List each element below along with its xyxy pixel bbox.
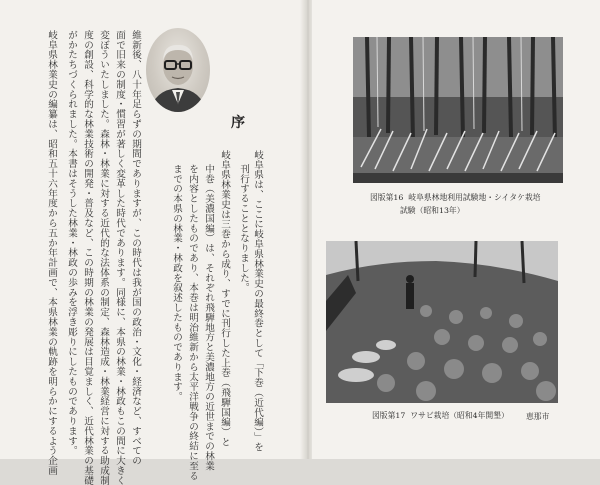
preface-column-1: 岐阜県は、ここに岐阜県林業史の最終巻として「下巻（近代編）」を [252, 150, 263, 453]
figure-16-label: 図版第16 [370, 193, 404, 202]
figure-16-photo [353, 37, 563, 183]
preface-column-8: 面で旧来の制度・慣習が著しく変革した時代であります。同様に、本県の林業・林政もこの間に大きく [114, 30, 125, 485]
preface-column-7: 維新後、八十年足らずの期間でありますが、この時代は我が国の政治・文化・経済など、すべての [130, 30, 141, 466]
preface-column-11: がかたちづくられました。本書はそうした林業・林政の歩みを浮き彫りにしたものであります。 [66, 30, 77, 456]
figure-17-credit: 恵那市 [526, 412, 550, 421]
preface-column-4: 中巻（美濃国編）は、それぞれ飛騨地方と美濃地方の近世までの林業 [203, 164, 214, 471]
figure-17-caption [372, 410, 509, 421]
preface-column-10: 度の創設、科学的な林業技術の開発・普及など、この時期の林業の発展は目覚ましく、近代林業の基礎 [82, 30, 93, 485]
figure-16-caption-line1 [370, 192, 540, 203]
preface-column-9: 変ぼういたしました。森林・林業に対する近代的な法体系の制定、森林造成・林業経営に対する助成制 [98, 30, 109, 485]
figure-16-title: 岐阜県林地利用試験地・シイタケ栽培 [408, 193, 541, 202]
author-portrait [146, 28, 210, 112]
figure-17-title: ワサビ栽培（昭和4年開墾） [410, 411, 509, 420]
preface-title: 序 [231, 115, 245, 131]
preface-column-5: を内容としたものであり、本巻は明治維新から太平洋戦争の終結に至る [187, 164, 198, 481]
right-page [312, 0, 600, 459]
preface-column-2: 刊行することとなりました。 [238, 164, 249, 293]
figure-16-caption-line2: 試験（昭和13年） [400, 206, 465, 215]
preface-column-12: 岐阜県林業史の編纂は、昭和五十六年度から五か年計画で、本県林業の軌跡を明らかにするよう企画 [46, 30, 57, 476]
preface-column-3: 岐阜県林業史は三巻から成り、すでに刊行した上巻（飛騨国編）と [219, 150, 230, 447]
preface-column-6: までの本県の林業・林政を叙述したものであります。 [171, 164, 182, 402]
figure-17-photo [326, 241, 558, 403]
figure-17-label: 図版第17 [372, 411, 406, 420]
